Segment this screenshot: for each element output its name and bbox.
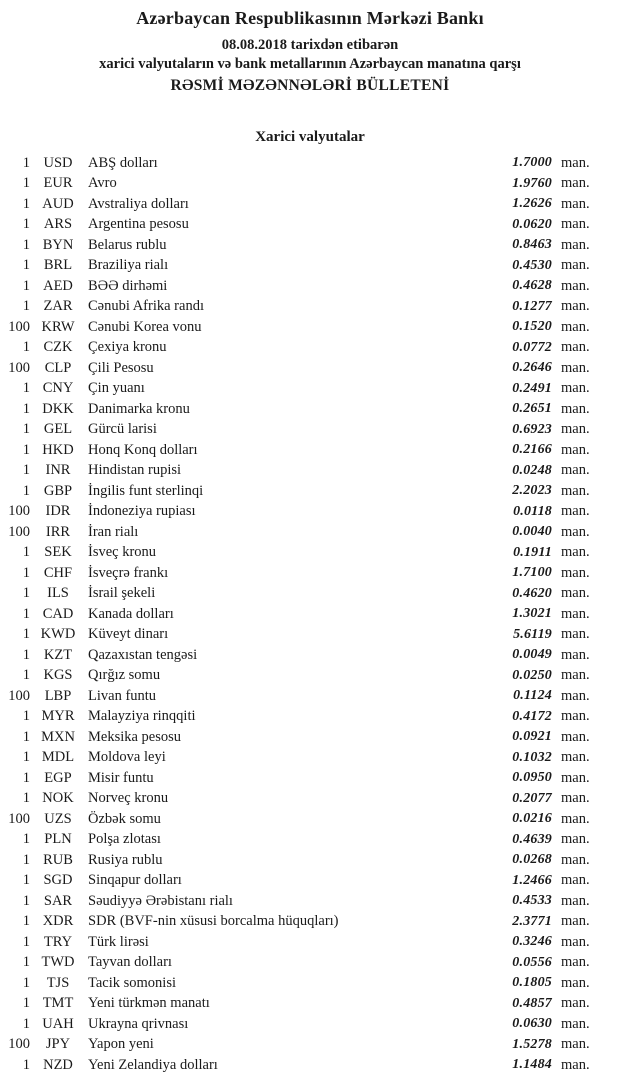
bulletin-title: RƏSMİ MƏZƏNNƏLƏRİ BÜLLETENİ — [170, 77, 450, 94]
table-row — [0, 850, 620, 871]
rate-cell: 0.8463 — [512, 237, 552, 253]
currency-name-cell: BƏƏ dirhəmi — [88, 277, 168, 294]
quantity-cell: 1 — [22, 236, 30, 253]
rate-cell: 0.2651 — [512, 401, 552, 417]
currency-code-cell: AED — [43, 277, 73, 294]
quantity-cell: 1 — [22, 892, 30, 909]
currency-name-cell: Qırğız somu — [88, 667, 161, 684]
table-row — [0, 912, 620, 933]
currency-name-cell: Özbək somu — [88, 810, 161, 827]
rate-cell: 0.1805 — [512, 975, 552, 991]
rate-cell: 0.2491 — [512, 380, 552, 396]
currency-code-cell: EGP — [44, 769, 72, 786]
currency-code-cell: DKK — [42, 400, 74, 417]
currency-name-cell: Yeni Zelandiya dolları — [88, 1056, 218, 1073]
currency-name-cell: İngilis funt sterlinqi — [88, 482, 204, 499]
rate-cell: 0.2166 — [512, 442, 552, 458]
unit-cell: man. — [561, 831, 590, 848]
rate-cell: 0.2077 — [512, 790, 552, 806]
unit-cell: man. — [561, 810, 590, 827]
unit-cell: man. — [561, 974, 590, 991]
subject-line: xarici valyutaların və bank metallarının Azərbaycan manatına qarşı — [99, 56, 521, 72]
quantity-cell: 100 — [8, 318, 30, 335]
unit-cell: man. — [561, 626, 590, 643]
quantity-cell: 1 — [22, 831, 30, 848]
currency-name-cell: Sinqapur dolları — [88, 872, 182, 889]
currency-name-cell: Tayvan dolları — [88, 954, 172, 971]
currency-code-cell: ILS — [47, 585, 69, 602]
quantity-cell: 1 — [22, 728, 30, 745]
rate-cell: 0.0118 — [513, 503, 552, 519]
quantity-cell: 1 — [22, 195, 30, 212]
table-row — [0, 645, 620, 666]
quantity-cell: 100 — [8, 810, 30, 827]
currency-code-cell: BYN — [42, 236, 74, 253]
currency-name-cell: İndoneziya rupiası — [88, 503, 196, 520]
table-row — [0, 461, 620, 482]
table-row — [0, 584, 620, 605]
unit-cell: man. — [561, 605, 590, 622]
currency-name-cell: Gürcü larisi — [88, 421, 157, 438]
currency-code-cell: TJS — [46, 974, 70, 991]
table-row — [0, 994, 620, 1015]
quantity-cell: 1 — [22, 790, 30, 807]
currency-code-cell: CNY — [42, 380, 74, 397]
currency-code-cell: GBP — [43, 482, 73, 499]
currency-code-cell: IDR — [45, 503, 71, 520]
currency-code-cell: SGD — [43, 872, 73, 889]
unit-cell: man. — [561, 954, 590, 971]
rate-cell: 0.2646 — [512, 360, 552, 376]
quantity-cell: 1 — [22, 769, 30, 786]
unit-cell: man. — [561, 769, 590, 786]
unit-cell: man. — [561, 544, 590, 561]
rate-cell: 0.4628 — [512, 278, 552, 294]
table-row — [0, 809, 620, 830]
currency-code-cell: PLN — [44, 831, 72, 848]
unit-cell: man. — [561, 933, 590, 950]
unit-cell: man. — [561, 687, 590, 704]
unit-cell: man. — [561, 913, 590, 930]
currency-name-cell: Norveç kronu — [88, 790, 169, 807]
rate-cell: 0.6923 — [512, 421, 552, 437]
table-row — [0, 953, 620, 974]
table-row — [0, 317, 620, 338]
table-row — [0, 768, 620, 789]
table-row — [0, 153, 620, 174]
currency-name-cell: Belarus rublu — [88, 236, 167, 253]
rate-cell: 1.3021 — [512, 606, 552, 622]
unit-cell: man. — [561, 1056, 590, 1073]
currency-code-cell: TRY — [43, 933, 73, 950]
bulletin-header — [0, 0, 620, 96]
unit-cell: man. — [561, 728, 590, 745]
unit-cell: man. — [561, 1015, 590, 1032]
table-row — [0, 338, 620, 359]
rate-cell: 0.4533 — [512, 893, 552, 909]
rate-cell: 0.0556 — [512, 954, 552, 970]
rate-cell: 1.1484 — [512, 1057, 552, 1073]
currency-code-cell: INR — [45, 462, 71, 479]
rate-cell: 0.1032 — [512, 749, 552, 765]
currency-name-cell: Cənubi Korea vonu — [88, 318, 202, 335]
quantity-cell: 1 — [22, 872, 30, 889]
table-row — [0, 1014, 620, 1035]
unit-cell: man. — [561, 749, 590, 766]
currency-name-cell: Ukrayna qrivnası — [88, 1015, 189, 1032]
unit-cell: man. — [561, 318, 590, 335]
table-row — [0, 891, 620, 912]
currency-name-cell: Cənubi Afrika randı — [88, 298, 204, 315]
currency-code-cell: JPY — [45, 1036, 71, 1053]
table-row — [0, 522, 620, 543]
unit-cell: man. — [561, 236, 590, 253]
table-row — [0, 830, 620, 851]
rate-cell: 0.0772 — [512, 339, 552, 355]
quantity-cell: 1 — [22, 380, 30, 397]
rate-cell: 0.0620 — [512, 216, 552, 232]
quantity-cell: 1 — [22, 646, 30, 663]
rate-cell: 1.2466 — [512, 872, 552, 888]
rate-cell: 0.4172 — [512, 708, 552, 724]
currency-code-cell: HKD — [42, 441, 74, 458]
rate-cell: 0.0250 — [512, 667, 552, 683]
currency-code-cell: USD — [43, 154, 73, 171]
unit-cell: man. — [561, 359, 590, 376]
rate-cell: 0.1277 — [512, 298, 552, 314]
quantity-cell: 100 — [8, 503, 30, 520]
table-row — [0, 686, 620, 707]
quantity-cell: 1 — [22, 564, 30, 581]
rate-cell: 0.0921 — [512, 729, 552, 745]
currency-name-cell: Yeni türkmən manatı — [88, 995, 210, 1012]
quantity-cell: 1 — [22, 954, 30, 971]
currency-code-cell: RUB — [43, 851, 73, 868]
currency-code-cell: TWD — [41, 954, 75, 971]
currency-code-cell: BRL — [43, 257, 73, 274]
quantity-cell: 1 — [22, 667, 30, 684]
table-row — [0, 1035, 620, 1056]
currency-name-cell: Səudiyyə Ərəbistanı rialı — [88, 892, 233, 909]
currency-code-cell: EUR — [43, 175, 73, 192]
table-row — [0, 543, 620, 564]
rate-cell: 0.4620 — [512, 585, 552, 601]
currency-name-cell: Braziliya rialı — [88, 257, 169, 274]
unit-cell: man. — [561, 564, 590, 581]
quantity-cell: 1 — [22, 749, 30, 766]
currency-code-cell: XDR — [42, 913, 74, 930]
currency-name-cell: Malayziya rinqqiti — [88, 708, 196, 725]
table-row — [0, 399, 620, 420]
table-row — [0, 1055, 620, 1073]
currency-name-cell: Avro — [88, 175, 117, 192]
currency-name-cell: İran rialı — [88, 523, 139, 540]
quantity-cell: 1 — [22, 995, 30, 1012]
unit-cell: man. — [561, 462, 590, 479]
quantity-cell: 1 — [22, 851, 30, 868]
currency-name-cell: Küveyt dinarı — [88, 626, 169, 643]
rate-cell: 0.1520 — [512, 319, 552, 335]
quantity-cell: 1 — [22, 585, 30, 602]
table-row — [0, 727, 620, 748]
currency-code-cell: ZAR — [43, 298, 73, 315]
currency-name-cell: Honq Konq dolları — [88, 441, 198, 458]
unit-cell: man. — [561, 339, 590, 356]
quantity-cell: 1 — [22, 482, 30, 499]
quantity-cell: 1 — [22, 1056, 30, 1073]
unit-cell: man. — [561, 257, 590, 274]
unit-cell: man. — [561, 195, 590, 212]
unit-cell: man. — [561, 1036, 590, 1053]
table-row — [0, 440, 620, 461]
quantity-cell: 100 — [8, 359, 30, 376]
currency-code-cell: CAD — [42, 605, 74, 622]
quantity-cell: 1 — [22, 708, 30, 725]
rate-cell: 0.4857 — [512, 995, 552, 1011]
currency-code-cell: KRW — [41, 318, 75, 335]
rate-cell: 0.1911 — [513, 544, 552, 560]
currency-name-cell: ABŞ dolları — [88, 154, 158, 171]
currency-code-cell: UAH — [42, 1015, 74, 1032]
currency-code-cell: MYR — [41, 708, 75, 725]
currency-code-cell: AUD — [42, 195, 74, 212]
unit-cell: man. — [561, 400, 590, 417]
currency-code-cell: LBP — [44, 687, 72, 704]
table-row — [0, 235, 620, 256]
rate-cell: 1.9760 — [512, 175, 552, 191]
currency-code-cell: UZS — [44, 810, 72, 827]
unit-cell: man. — [561, 708, 590, 725]
currency-code-cell: MXN — [41, 728, 75, 745]
currency-name-cell: Rusiya rublu — [88, 851, 163, 868]
rate-cell: 0.4639 — [512, 831, 552, 847]
quantity-cell: 1 — [22, 175, 30, 192]
quantity-cell: 1 — [22, 400, 30, 417]
unit-cell: man. — [561, 482, 590, 499]
table-row — [0, 420, 620, 441]
currency-code-cell: KGS — [43, 667, 73, 684]
table-row — [0, 215, 620, 236]
rate-cell: 0.0630 — [512, 1016, 552, 1032]
table-row — [0, 563, 620, 584]
section-title: Xarici valyutalar — [255, 129, 365, 145]
table-row — [0, 666, 620, 687]
table-row — [0, 707, 620, 728]
unit-cell: man. — [561, 646, 590, 663]
quantity-cell: 1 — [22, 298, 30, 315]
currency-code-cell: KWD — [40, 626, 76, 643]
table-row — [0, 789, 620, 810]
table-row — [0, 358, 620, 379]
unit-cell: man. — [561, 175, 590, 192]
rate-cell: 0.3246 — [512, 934, 552, 950]
currency-name-cell: Livan funtu — [88, 687, 157, 704]
currency-code-cell: SEK — [44, 544, 72, 561]
quantity-cell: 1 — [22, 154, 30, 171]
currency-name-cell: SDR (BVF-nin xüsusi borcalma hüquqları) — [88, 913, 339, 930]
quantity-cell: 1 — [22, 421, 30, 438]
quantity-cell: 1 — [22, 1015, 30, 1032]
currency-code-cell: SAR — [43, 892, 73, 909]
currency-code-cell: NZD — [43, 1056, 73, 1073]
currency-name-cell: Avstraliya dolları — [88, 195, 189, 212]
currency-name-cell: İsrail şekeli — [88, 585, 156, 602]
rate-cell: 1.7100 — [512, 565, 552, 581]
unit-cell: man. — [561, 154, 590, 171]
unit-cell: man. — [561, 523, 590, 540]
currency-code-cell: CLP — [44, 359, 72, 376]
unit-cell: man. — [561, 667, 590, 684]
rate-cell: 0.1124 — [513, 688, 552, 704]
unit-cell: man. — [561, 872, 590, 889]
quantity-cell: 1 — [22, 626, 30, 643]
quantity-cell: 100 — [8, 523, 30, 540]
currency-name-cell: Çin yuanı — [88, 380, 145, 397]
table-row — [0, 276, 620, 297]
quantity-cell: 1 — [22, 257, 30, 274]
currency-name-cell: Polşa zlotası — [88, 831, 161, 848]
quantity-cell: 1 — [22, 216, 30, 233]
table-row — [0, 379, 620, 400]
rate-cell: 1.2626 — [512, 196, 552, 212]
rate-cell: 1.7000 — [512, 155, 552, 171]
rate-cell: 0.0950 — [512, 770, 552, 786]
table-row — [0, 194, 620, 215]
currency-code-cell: CZK — [43, 339, 73, 356]
currency-name-cell: Yapon yeni — [88, 1036, 154, 1053]
unit-cell: man. — [561, 216, 590, 233]
table-row — [0, 174, 620, 195]
quantity-cell: 100 — [8, 687, 30, 704]
table-row — [0, 604, 620, 625]
table-row — [0, 297, 620, 318]
currency-name-cell: Çili Pesosu — [88, 359, 154, 376]
unit-cell: man. — [561, 995, 590, 1012]
unit-cell: man. — [561, 380, 590, 397]
currency-code-cell: MDL — [41, 749, 75, 766]
rate-cell: 5.6119 — [513, 626, 552, 642]
unit-cell: man. — [561, 421, 590, 438]
rate-cell: 0.0268 — [512, 852, 552, 868]
currency-table — [0, 153, 620, 1073]
rate-cell: 2.3771 — [512, 913, 552, 929]
effective-date-line: 08.08.2018 tarixdən etibarən — [221, 37, 399, 53]
rate-cell: 2.2023 — [512, 483, 552, 499]
currency-name-cell: Misir funtu — [88, 769, 154, 786]
quantity-cell: 1 — [22, 544, 30, 561]
table-row — [0, 625, 620, 646]
currency-name-cell: Çexiya kronu — [88, 339, 167, 356]
table-row — [0, 748, 620, 769]
quantity-cell: 1 — [22, 462, 30, 479]
currency-code-cell: GEL — [43, 421, 73, 438]
currency-code-cell: IRR — [45, 523, 71, 540]
rate-cell: 1.5278 — [512, 1036, 552, 1052]
unit-cell: man. — [561, 503, 590, 520]
currency-code-cell: CHF — [43, 564, 73, 581]
currency-name-cell: İsveç kronu — [88, 544, 157, 561]
unit-cell: man. — [561, 298, 590, 315]
rate-cell: 0.0049 — [512, 647, 552, 663]
currency-code-cell: KZT — [43, 646, 73, 663]
quantity-cell: 1 — [22, 933, 30, 950]
table-row — [0, 932, 620, 953]
table-row — [0, 481, 620, 502]
rate-cell: 0.4530 — [512, 257, 552, 273]
unit-cell: man. — [561, 851, 590, 868]
quantity-cell: 1 — [22, 339, 30, 356]
quantity-cell: 1 — [22, 913, 30, 930]
currency-code-cell: ARS — [43, 216, 73, 233]
currency-code-cell: NOK — [42, 790, 74, 807]
table-row — [0, 256, 620, 277]
unit-cell: man. — [561, 585, 590, 602]
currency-name-cell: İsveçrə frankı — [88, 564, 169, 581]
rate-cell: 0.0216 — [512, 811, 552, 827]
table-row — [0, 502, 620, 523]
unit-cell: man. — [561, 277, 590, 294]
page-title: Azərbaycan Respublikasının Mərkəzi Bankı — [136, 8, 484, 28]
currency-name-cell: Qazaxıstan tengəsi — [88, 646, 198, 663]
quantity-cell: 1 — [22, 441, 30, 458]
currency-name-cell: Türk lirəsi — [88, 933, 149, 950]
currency-name-cell: Kanada dolları — [88, 605, 174, 622]
currency-name-cell: Danimarka kronu — [88, 400, 190, 417]
table-row — [0, 973, 620, 994]
currency-name-cell: Argentina pesosu — [88, 216, 189, 233]
currency-name-cell: Meksika pesosu — [88, 728, 182, 745]
currency-code-cell: TMT — [42, 995, 74, 1012]
quantity-cell: 1 — [22, 605, 30, 622]
quantity-cell: 1 — [22, 277, 30, 294]
quantity-cell: 1 — [22, 974, 30, 991]
unit-cell: man. — [561, 892, 590, 909]
unit-cell: man. — [561, 790, 590, 807]
rate-cell: 0.0040 — [512, 524, 552, 540]
currency-name-cell: Tacik somonisi — [88, 974, 176, 991]
unit-cell: man. — [561, 441, 590, 458]
currency-name-cell: Moldova leyi — [88, 749, 166, 766]
currency-name-cell: Hindistan rupisi — [88, 462, 182, 479]
table-row — [0, 871, 620, 892]
quantity-cell: 100 — [8, 1036, 30, 1053]
rate-cell: 0.0248 — [512, 462, 552, 478]
